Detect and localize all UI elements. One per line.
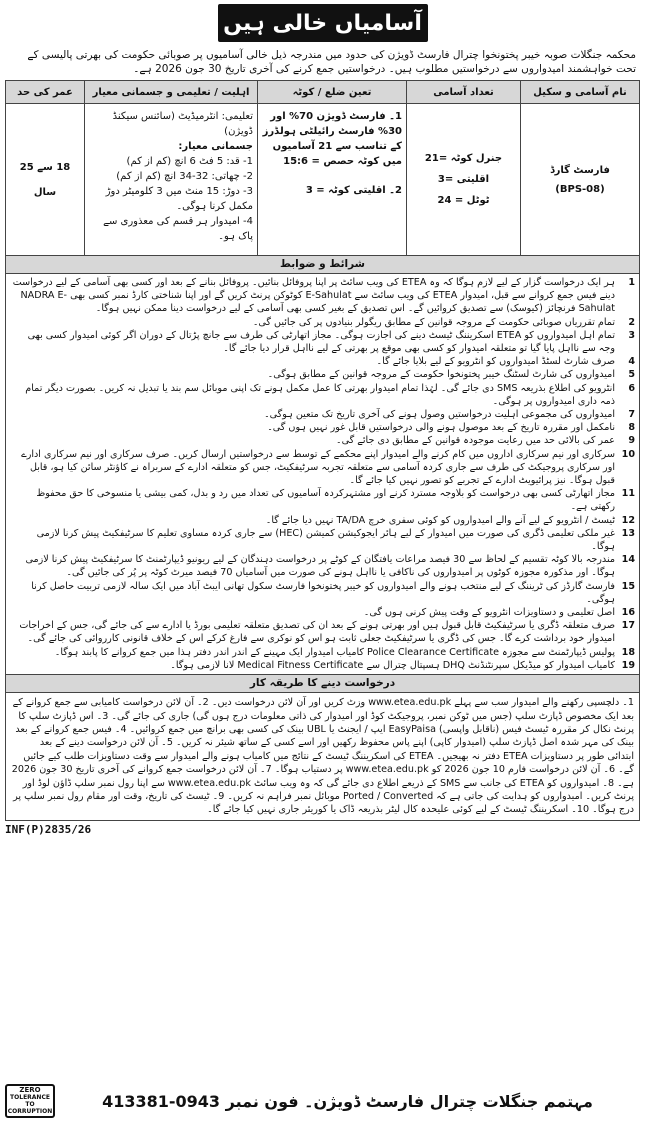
condition-text: صرف متعلقہ ڈگری یا سرٹیفکیٹ قابل قبول ہیں اور بھرتی ہونے کے بعد ان کی تصدیق متعلقہ تعلیمی بورڈ یا ادارے سے کی جائے گی، جس کے اخراجات امیدوار خود برداشت کرے گا۔ جس کی ڈگری یا سرٹیفکیٹ جعلی ثابت ہو اس کو نوکری سے فارغ کرکے اس کے خلاف قانونی کارروائی کی جائے گی۔ [19, 620, 615, 645]
age-range: 18 سے 25 [19, 161, 71, 173]
cell-qualification [85, 104, 258, 256]
vacancies-banner: آسامیاں خالی ہیں [218, 4, 428, 42]
header-count: تعداد آسامی [407, 81, 521, 104]
condition-text: عمر کی بالائی حد میں رعایت موجودہ قوانین کے مطابق دی جائے گی۔ [336, 435, 615, 447]
badge-top: ZERO [19, 1086, 41, 1094]
condition-text: انٹرویو کی اطلاع بذریعہ SMS دی جائے گی۔ لہٰذا تمام امیدوار بھرتی کا عمل مکمل ہونے تک اپنی موبائل سم بند یا تبدیل نہ کریں۔ بصورت دیگر تمام ذمہ داری امیدواروں پر ہوگی۔ [25, 382, 615, 407]
posts-table [5, 80, 640, 256]
condition-number: 15 [621, 580, 635, 592]
cell-quota [258, 104, 407, 256]
condition-number: 17 [621, 620, 635, 632]
procedure-title: درخواست دینے کا طریقہ کار [5, 675, 640, 693]
condition-number: 8 [628, 422, 635, 434]
condition-text: نامکمل اور مقررہ تاریخ کے بعد موصول ہونے والی درخواستیں قابل غور نہیں ہوں گی۔ [267, 422, 615, 434]
post-scale: (BPS-08) [555, 183, 605, 195]
condition-text: پولیس ڈیپارٹمنٹ سے مجوزہ Police Clearance Certificate کامیاب امیدوار ایک مہینے کے اندر اندر دفتر ہذا میں جمع کروانے کا پابند ہوگا۔ [54, 646, 615, 658]
count-general: جنرل کوٹہ =21 [424, 153, 503, 164]
header-qualification: اہلیت / تعلیمی و جسمانی معیار [85, 81, 258, 104]
condition-text: مجاز اتھارٹی کسی بھی درخواست کو بلاوجہ مسترد کرنے اور مشتہرکردہ آسامیوں کی تعداد میں رد و بدل، کمی بیشی یا منسوخی کا حق محفوظ رکھتی ہے۔ [36, 488, 615, 513]
condition-number: 19 [621, 659, 635, 671]
qual-line-2: جسمانی معیار: [178, 141, 253, 152]
inf-number: INF(P)2835/26 [5, 822, 92, 836]
condition-item [10, 553, 635, 579]
table-row [6, 104, 640, 256]
condition-item [10, 382, 635, 408]
intro-paragraph: محکمہ جنگلات صوبہ خیبر پختونخوا چترال فارسٹ ڈویژن کی حدود میں مندرجہ ذیل خالی آسامیوں پر صوبائی حکومت کی بھرتی پالیسی کے تحت خواہشمند امیدواروں سے درخواستیں مطلوب ہیں۔ درخواستیں جمع کرنے کی آخری تاریخ 30 جون 2026 ہے۔ [27, 49, 636, 75]
condition-text: اصل تعلیمی و دستاویزات انٹرویو کے وقت پیش کرنی ہوں گی۔ [363, 607, 615, 619]
condition-text: ہر ایک درخواست گزار کے لیے لازم ہوگا کہ وہ ETEA کی ویب سائٹ پر اپنا پروفائل بنائیں۔ پروفائل بنانے کے بعد اور کسی بھی آسامی کے لیے درخواست دینے فیس جمع کروانے سے قبل، امیدوار ETEA کی ویب سائٹ سے E-Sahulat کوٹوکن پرنٹ کریں گے اور اپنا شناختی کارڈ نمبر کسی بھی NADRA E-Sahulat فرنچائز (کیوسک) سے تصدیق کروائیں گے۔ اس تصدیق کے بغیر کسی بھی آسامی کے لیے درخواست دینا ممکن نہیں ہوگا۔ [12, 277, 615, 315]
condition-number: 13 [621, 527, 635, 539]
cell-count [407, 104, 521, 256]
condition-number: 11 [621, 488, 635, 500]
age-unit: سال [33, 186, 57, 198]
condition-item [10, 355, 635, 368]
condition-number: 10 [621, 448, 635, 460]
condition-item [10, 619, 635, 645]
condition-text: فارسٹ گارڈز کی ٹریننگ کے لیے منتخب ہونے والے امیدواروں کو خیبر پختونخوا فارسٹ سکول تھانی ایبٹ آباد میں ایک سالہ لازمی تربیت حاصل کرنا ہوگی۔ [31, 580, 615, 605]
condition-text: صرف شارٹ لسٹڈ امیدواروں کو انٹرویو کے لیے بلایا جائے گا۔ [376, 356, 615, 368]
footer-contact: مہتمم جنگلات چترال فارسٹ ڈویژن۔ فون نمبر 0943-413381 [102, 1091, 593, 1111]
condition-text: غیر ملکی تعلیمی ڈگری کی صورت میں امیدوار کے لیے ہائر ایجوکیشن کمیشن (HEC) سے جاری کردہ مساوی تعلیم کا سرٹیفکیٹ پیش کرنا لازمی ہوگا۔ [36, 527, 615, 553]
qual-line-3: 1- قد: 5 فٹ 6 انچ (کم از کم) [126, 156, 253, 167]
header-age: عمر کی حد [6, 81, 85, 104]
condition-item [10, 329, 635, 355]
badge-mid: TOLERANCE [10, 1094, 50, 1101]
condition-number: 18 [621, 646, 635, 658]
zero-tolerance-badge [5, 1084, 55, 1118]
procedure-text: 1۔ دلچسپی رکھنے والے امیدوار سب سے پہلے www.etea.edu.pk وزٹ کریں اور آن لائن درخواست دیں۔ 2۔ آن لائن درخواست کامیابی سے جمع کروانے کے بعد ایک مخصوص ڈپازٹ سلپ (جس میں ٹوکن نمبر، پروجیکٹ کوڈ اور امیدوار کی ذاتی معلومات درج ہوں گی) جاری کی جائے گی۔ 3۔ اس ڈپازٹ سلپ کا پرنٹ نکال کر مقررہ ٹیسٹ فیس (ناقابل واپسی) EasyPaisa ایپ / ایجنٹ یا UBL بینک کی کسی بھی برانچ میں جمع کروائیں۔ 4۔ فیس جمع کروانے کے بعد بینک کی مہر شدہ اصل ڈپازٹ سلپ (امیدوار کاپی) اپنے پاس محفوظ رکھیں اور اسے کسی کے ساتھ شیئر نہ کریں۔ 5۔ آن لائن درخواست دینے کے بعد ابتدائی طور پر دستاویزات ETEA دفتر نہ بھیجیں۔ ETEA کی اسکریننگ ٹیسٹ کے نتائج میں کامیاب ہونے والے امیدوار سے وقت دستاویزات طلب کیے جائیں گے۔ 6۔ آن لائن درخواست فارم 10 جون 2026 کو www.etea.edu.pk پر دستیاب ہوگا۔ 7۔ آن لائن درخواست جمع کروانے کی آخری تاریخ 30 جون 2026 ہے۔ 8۔ امیدواروں کو ETEA کی جانب سے SMS کے ذریعے اطلاع دی جائے گی کہ وہ ویب سائٹ www.etea.edu.pk سے اپنا رول نمبر سلپ ڈاؤن لوڈ اور پرنٹ کریں۔ امیدواروں کو ہدایت کی جاتی ہے کہ Ported / Converted موبائل نمبر فراہم نہ کریں۔ 9۔ ٹیسٹ کی تاریخ، وقت اور مقام رول نمبر سلپ پر درج ہوگا۔ 10۔ اسکریننگ ٹیسٹ کے لیے کوئی علیحدہ کال لیٹر بذریعہ ڈاک یا کوریئر جاری نہیں کیا جائے گا۔ [5, 693, 640, 821]
condition-number: 16 [621, 607, 635, 619]
count-total: ٹوٹل = 24 [437, 195, 490, 206]
condition-item [10, 659, 635, 672]
condition-item [10, 316, 635, 329]
condition-number: 1 [628, 277, 635, 288]
condition-item [10, 434, 635, 447]
condition-item [10, 580, 635, 606]
qual-line-6: 4- امیدوار ہر قسم کی معذوری سے پاک ہو۔ [103, 216, 253, 242]
condition-number: 4 [628, 356, 635, 368]
condition-text: سرکاری اور نیم سرکاری اداروں میں کام کرنے والے امیدوار اپنے محکمے کے توسط سے درخواستیں ارسال کریں۔ صرف سرکاری اور نیم سرکاری ادارے اور سرکاری پروجیکٹ کی طرف سے جاری کردہ آسامی سے متعلقہ تجربہ سرٹیفکیٹ، جس کو متعلقہ ادارے کے سربراہ نے کاؤنٹر سائن کیا ہو، قابل قبول ہوگا۔ نیز پرائیویٹ ادارے کے تجربے کو تصور نہیں کیا جائے گا۔ [21, 448, 615, 487]
condition-number: 6 [628, 382, 635, 394]
condition-text: امیدواروں کی مجموعی اہلیت درخواستیں وصول ہونے کی آخری تاریخ تک متعین ہوگی۔ [264, 409, 615, 421]
condition-item [10, 606, 635, 619]
condition-item [10, 514, 635, 527]
condition-number: 9 [628, 435, 635, 447]
quota-line-2: 2۔ اقلیتی کوٹہ = 3 [305, 185, 402, 196]
count-minority: اقلیتی =3 [437, 174, 490, 185]
condition-text: تمام اہل امیدواروں کو ETEA اسکریننگ ٹیسٹ دینے کی اجازت ہوگی۔ مجاز اتھارٹی کی طرف سے جانچ پڑتال کے دوران اگر کوئی امیدوار کسی بھی وجہ سے نااہل پایا گیا تو متعلقہ امیدوار کو کسی بھی موقع پر بھرتی کے لیے نااہل قرار دیا جائے گا۔ [27, 329, 615, 355]
conditions-list [5, 274, 640, 675]
cell-age [6, 104, 85, 256]
condition-number: 2 [628, 316, 635, 328]
condition-item [10, 487, 635, 513]
footer [5, 1084, 640, 1118]
quota-line-1: 1۔ فارسٹ ڈویژن 70% اور 30% فارسٹ رائیلٹی ہولڈرز کے تناسب سے 21 آسامیوں میں کوٹہ حصص = 15:6 [262, 111, 402, 167]
conditions-title: شرائط و ضوابط [5, 256, 640, 274]
qual-line-5: 3- دوڑ: 15 منٹ میں 3 کلومیٹر دوڑ مکمل کرنا ہوگی۔ [105, 186, 253, 212]
condition-item [10, 408, 635, 421]
badge-bottom: TO CORRUPTION [7, 1101, 53, 1115]
post-name: فارسٹ گارڈ [550, 164, 610, 176]
condition-item [10, 276, 635, 316]
condition-item [10, 368, 635, 381]
condition-text: کامیاب امیدوار کو میڈیکل سپرنٹنڈنٹ DHQ ہسپتال چترال سے Medical Fitness Certificate لانا لازمی ہوگا۔ [170, 659, 615, 671]
condition-item [10, 421, 635, 434]
condition-text: تمام تقرریاں صوبائی حکومت کے مروجہ قوانین کے مطابق ریگولر بنیادوں پر کی جائیں گی۔ [252, 316, 615, 328]
condition-item [10, 527, 635, 553]
table-header-row [6, 81, 640, 104]
condition-number: 7 [628, 409, 635, 421]
qual-line-1: تعلیمی: انٹرمیڈیٹ (سائنس سیکنڈ ڈویژن) [112, 111, 253, 137]
condition-item [10, 646, 635, 659]
header-quota: تعین ضلع / کوٹہ [258, 81, 407, 104]
qual-line-4: 2- چھاتی: 32-34 انچ (کم از کم) [116, 171, 253, 182]
header-name: نام آسامی و سکیل [521, 81, 640, 104]
condition-text: امیدواروں کی شارٹ لسٹنگ خیبر پختونخوا حکومت کے مروجہ قوانین کے مطابق ہوگی۔ [267, 369, 615, 381]
cell-name [521, 104, 640, 256]
condition-number: 12 [621, 514, 635, 526]
condition-number: 14 [621, 554, 635, 566]
condition-number: 3 [628, 329, 635, 341]
condition-item [10, 448, 635, 488]
condition-text: ٹیسٹ / انٹرویو کے لیے آنے والے امیدواروں کو کوئی سفری خرچ TA/DA نہیں دیا جائے گا۔ [265, 514, 615, 526]
condition-number: 5 [628, 369, 635, 381]
condition-text: مندرجہ بالا کوٹہ تقسیم کے لحاظ سے 30 فیصد مراعات یافتگان کے کوٹے پر درخواست دہندگان کے لیے ریونیو ڈیپارٹمنٹ کا سرٹیفکیٹ پیش کرنا لازمی ہوگا۔ اور مذکورہ مجوزہ کوٹوں پر امیدواروں کی ناکافی یا نااہل ہونے کی صورت میں آسامیاں 70 فیصد میرٹ کوٹہ پر پُر کی جائیں گی۔ [25, 554, 615, 579]
